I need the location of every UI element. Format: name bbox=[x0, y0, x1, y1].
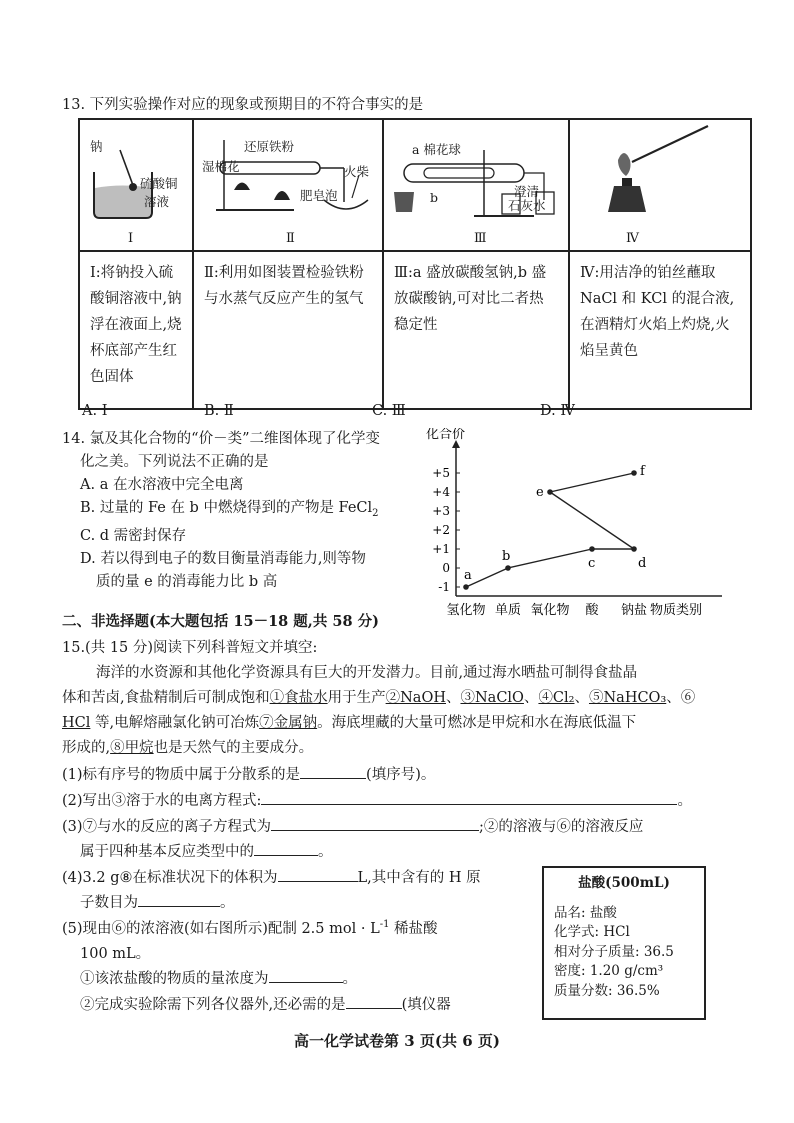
q14-option-b: B. 过量的 Fe 在 b 中燃烧得到的产物是 FeCl$_2$ bbox=[80, 500, 379, 519]
answer-blank-4[interactable] bbox=[254, 841, 318, 856]
point-c bbox=[589, 546, 595, 552]
q15-sub-2: (2)写出③溶于水的电离方程式: 。 bbox=[62, 789, 692, 810]
exp-desc-2: Ⅱ:利用如图装置检验铁粉与水蒸气反应产生的氢气 bbox=[193, 251, 383, 409]
exp-desc-1: Ⅰ:将钠投入硫酸铜溶液中,钠浮在液面上,烧杯底部产生红色固体 bbox=[79, 251, 193, 409]
label-cotton-ball: a 棉花球 bbox=[412, 142, 461, 157]
answer-blank-3[interactable] bbox=[271, 816, 479, 831]
roman-4: Ⅳ bbox=[626, 231, 639, 246]
x-tick-label: 钠盐 bbox=[620, 603, 648, 618]
label-limewater-1: 澄清 bbox=[514, 184, 540, 199]
q14-option-d-1: D. 若以得到电子的数目衡量消毒能力,则等物 bbox=[80, 550, 366, 567]
y-tick-label: +1 bbox=[432, 542, 450, 556]
q15-sub-5-volume: 100 mL。 bbox=[80, 946, 151, 962]
flame-test-illustration bbox=[570, 120, 750, 250]
exp-desc-3: Ⅲ:a 盛放碳酸氢钠,b 盛放碳酸钠,可对比二者热稳定性 bbox=[383, 251, 569, 409]
label-sodium: 钠 bbox=[90, 139, 103, 154]
q15-para-3: HCl 等,电解熔融氯化钠可冶炼⑦金属钠。海底埋藏的大量可燃冰是甲烷和水在海底低温下 bbox=[62, 715, 637, 731]
point-label-f: f bbox=[640, 464, 645, 479]
q14-title-2: 化之美。下列说法不正确的是 bbox=[80, 454, 269, 470]
exp-image-1 bbox=[79, 119, 193, 251]
q14-title-1: 14. 氯及其化合物的“价－类”二维图体现了化学变 bbox=[62, 431, 380, 447]
label-iron-powder: 还原铁粉 bbox=[244, 139, 295, 154]
series-line bbox=[550, 473, 634, 492]
y-tick-label: +5 bbox=[432, 466, 450, 480]
q15-sub-5-q1: ①该浓盐酸的物质的量浓度为 。 bbox=[80, 967, 357, 988]
q13-option-c: C. Ⅲ bbox=[372, 403, 406, 419]
q15-sub-4b: 子数目为 。 bbox=[80, 891, 235, 912]
answer-blank-5[interactable] bbox=[278, 867, 358, 882]
q15-sub-4: (4)3.2 g⑧在标准状况下的体积为 L,其中含有的 H 原 bbox=[62, 866, 481, 887]
y-tick-label: +4 bbox=[432, 485, 450, 499]
q13-option-a: A. Ⅰ bbox=[82, 403, 108, 419]
label-cuso4-1: 硫酸铜 bbox=[140, 176, 178, 191]
section-2-title: 二、非选择题(本大题包括 15－18 题,共 58 分) bbox=[62, 613, 379, 630]
y-tick-label: 0 bbox=[442, 561, 450, 575]
q15-sub-3: (3)⑦与水的反应的离子方程式为 ;②的溶液与⑥的溶液反应 bbox=[62, 815, 643, 836]
label-limewater-2: 石灰水 bbox=[508, 198, 546, 213]
point-d bbox=[631, 546, 637, 552]
x-tick-label: 氢化物 bbox=[446, 603, 486, 618]
label-wet-cotton: 湿棉花 bbox=[202, 159, 240, 174]
exp-image-3 bbox=[383, 119, 569, 251]
roman-1: Ⅰ bbox=[128, 231, 134, 246]
exp-image-4 bbox=[569, 119, 751, 251]
point-label-d: d bbox=[638, 556, 647, 571]
page-footer: 高一化学试卷第 3 页(共 6 页) bbox=[294, 1032, 500, 1050]
experiment-table bbox=[78, 118, 752, 410]
roman-2: Ⅱ bbox=[286, 231, 295, 246]
q13-option-d: D. Ⅳ bbox=[540, 403, 575, 419]
label-match: 火柴 bbox=[344, 164, 370, 179]
label-b: b bbox=[430, 190, 439, 205]
series-line bbox=[550, 492, 634, 549]
x-tick-label: 酸 bbox=[585, 603, 599, 618]
label-molar-mass: 相对分子质量: 36.5 bbox=[554, 943, 674, 960]
q14-option-d-2: 质的量 e 的消毒能力比 b 高 bbox=[96, 573, 278, 590]
series-line bbox=[508, 549, 592, 568]
label-soap-bubble: 肥皂泡 bbox=[300, 188, 338, 203]
answer-blank-1[interactable] bbox=[300, 764, 366, 779]
q13-title: 13. 下列实验操作对应的现象或预期目的不符合事实的是 bbox=[62, 97, 424, 113]
y-tick-label: -1 bbox=[438, 580, 450, 594]
point-a bbox=[463, 584, 469, 590]
point-label-a: a bbox=[464, 568, 472, 583]
answer-blank-7[interactable] bbox=[269, 968, 343, 983]
y-axis-label: 化合价 bbox=[426, 428, 466, 442]
q13-option-b: B. Ⅱ bbox=[204, 403, 234, 419]
q15-sub-3b: 属于四种基本反应类型中的 。 bbox=[80, 840, 333, 861]
point-label-b: b bbox=[502, 549, 511, 564]
q15-sub-5-q2: ②完成实验除需下列各仪器外,还必需的是 (填仪器 bbox=[80, 993, 451, 1014]
exp-desc-4: Ⅳ:用洁净的铂丝蘸取 NaCl 和 KCl 的混合液,在酒精灯火焰上灼烧,火焰呈黄色 bbox=[569, 251, 751, 409]
roman-3: Ⅲ bbox=[474, 231, 487, 246]
x-tick-label: 氧化物 bbox=[530, 603, 570, 618]
point-e bbox=[547, 489, 553, 495]
label-name: 品名: 盐酸 bbox=[554, 904, 617, 921]
exp-image-2 bbox=[193, 119, 383, 251]
q15-para-1: 海洋的水资源和其他化学资源具有巨大的开发潜力。目前,通过海水晒盐可制得食盐晶 bbox=[96, 665, 638, 681]
label-formula: 化学式: HCl bbox=[554, 924, 630, 940]
label-density: 密度: 1.20 g/cm³ bbox=[554, 963, 664, 979]
answer-blank-2[interactable] bbox=[261, 790, 677, 805]
q15-para-2: 体和苦卤,食盐精制后可制成饱和①食盐水用于生产②NaOH、③NaClO、④Cl₂、⑤NaHCO₃、⑥ bbox=[62, 690, 696, 706]
q15-head: 15.(共 15 分)阅读下列科普短文并填空: bbox=[62, 640, 318, 656]
x-tick-label: 单质 bbox=[494, 603, 522, 618]
label-cuso4-2: 溶液 bbox=[144, 194, 170, 209]
x-axis-label: 物质类别 bbox=[649, 603, 703, 618]
point-f bbox=[631, 470, 637, 476]
q15-sub-1: (1)标有序号的物质中属于分散系的是 (填序号)。 bbox=[62, 763, 435, 784]
label-title: 盐酸(500mL) bbox=[578, 875, 670, 891]
q15-para-4: 形成的,⑧甲烷也是天然气的主要成分。 bbox=[62, 740, 314, 756]
answer-blank-8[interactable] bbox=[346, 994, 402, 1009]
series-line bbox=[466, 568, 508, 587]
label-mass-fraction: 质量分数: 36.5% bbox=[554, 982, 660, 999]
point-b bbox=[505, 565, 511, 571]
q15-sub-5: (5)现由⑥的浓溶液(如右图所示)配制 2.5 mol · $L^{-1}$ 稀盐酸 bbox=[62, 919, 438, 937]
y-tick-label: +2 bbox=[432, 523, 450, 537]
q14-block bbox=[62, 428, 422, 594]
answer-blank-6[interactable] bbox=[138, 892, 220, 907]
hcl-bottle-label bbox=[542, 866, 706, 1020]
q14-option-c: C. d 需密封保存 bbox=[80, 527, 187, 544]
q14-option-a: A. a 在水溶液中完全电离 bbox=[80, 477, 244, 493]
y-tick-label: +3 bbox=[432, 504, 450, 518]
valence-class-chart bbox=[422, 428, 734, 620]
point-label-e: e bbox=[536, 485, 544, 500]
point-label-c: c bbox=[588, 556, 596, 571]
